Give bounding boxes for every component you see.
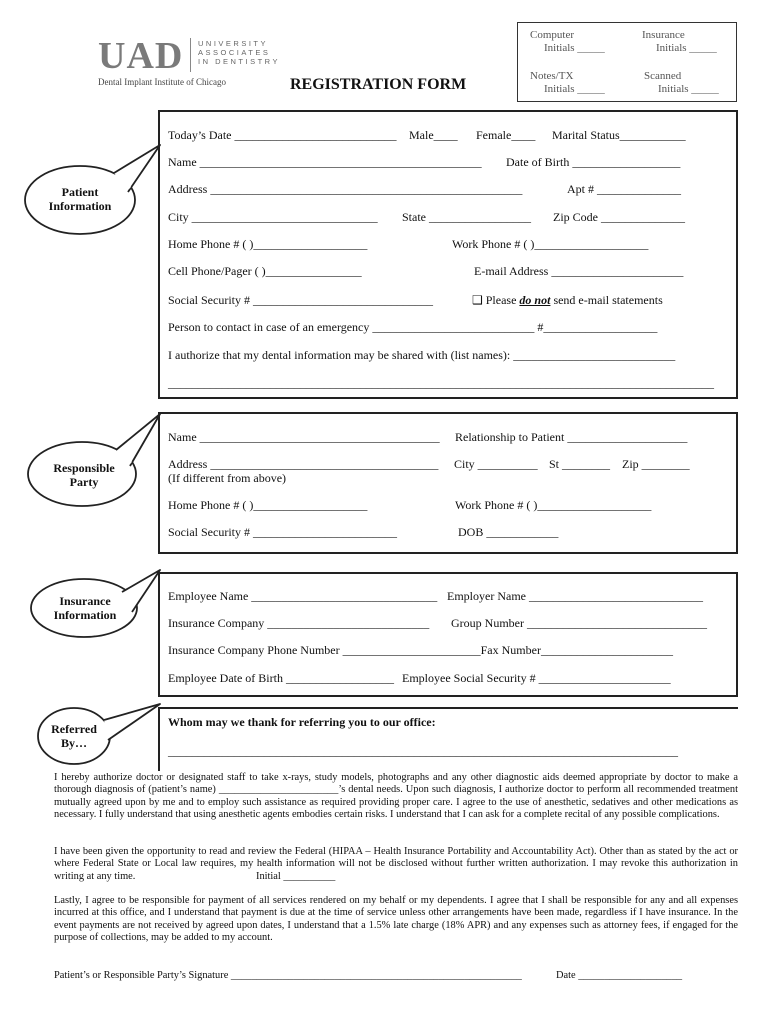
- patient-home-phone-field[interactable]: Home Phone # ( )___________________: [168, 237, 368, 251]
- responsible-dob-field[interactable]: DOB ____________: [458, 525, 559, 539]
- employee-dob-field[interactable]: Employee Date of Birth __________________: [168, 671, 394, 685]
- consent-paragraph: I hereby authorize doctor or designated staff to take x-rays, study models, photographs and any other diagnostic aids deemed appropriate by doctor to make a thorough diagnosis of (patient’s name) _______________________’s dental needs. Upon such diagnosis, I authorize doctor to perform all recommended treatment mutually agreed upon by me and to employ such assistance as required providing proper care. I agree to the use of anesthetic, sedatives and other medications as necessary. I fully understand that using anesthetic agents embodies certain risks. I understand that I can ask for a complete recital of any possible complications.: [54, 772, 738, 821]
- patient-dob-field[interactable]: Date of Birth __________________: [506, 155, 681, 169]
- responsible-city-field[interactable]: City __________: [454, 457, 538, 471]
- logo-divider: [190, 38, 191, 72]
- insurance-company-field[interactable]: Insurance Company ___________________________: [168, 616, 430, 630]
- email-optout-prefix: ❑ Please: [472, 293, 520, 307]
- office-computer-label: Computer: [530, 29, 574, 41]
- office-scanned-label: Scanned: [644, 70, 682, 82]
- responsible-home-phone-field[interactable]: Home Phone # ( )___________________: [168, 498, 368, 512]
- responsible-callout-label: Responsible Party: [53, 461, 115, 489]
- office-notes-label: Notes/TX: [530, 70, 574, 82]
- patient-work-phone-field[interactable]: Work Phone # ( )___________________: [452, 237, 649, 251]
- patient-callout-label: Patient Information: [48, 185, 112, 213]
- logo-tagline: Dental Implant Institute of Chicago: [98, 77, 226, 87]
- responsible-work-phone-field[interactable]: Work Phone # ( )___________________: [455, 498, 652, 512]
- responsible-address-field[interactable]: Address ______________________________________: [168, 457, 439, 471]
- email-optout-checkbox[interactable]: [472, 293, 663, 308]
- email-optout-suffix: send e-mail statements: [550, 293, 663, 307]
- employee-ssn-field[interactable]: Employee Social Security # ______________________: [402, 671, 671, 685]
- patient-email-field[interactable]: E-mail Address ______________________: [474, 264, 684, 278]
- logo-subtitle: UNIVERSITY ASSOCIATES IN DENTISTRY: [198, 39, 280, 66]
- patient-state-field[interactable]: State _________________: [402, 210, 531, 224]
- office-use-box: [517, 22, 737, 102]
- office-notes-initials[interactable]: Initials _____: [544, 83, 605, 95]
- office-insurance-label: Insurance: [642, 29, 685, 41]
- emergency-contact-field[interactable]: Person to contact in case of an emergency ___________________________ #___________________: [168, 320, 658, 334]
- marital-status-field[interactable]: Marital Status___________: [552, 128, 686, 142]
- office-insurance: [642, 29, 717, 55]
- office-insurance-initials[interactable]: Initials _____: [656, 42, 717, 54]
- patient-address-field[interactable]: Address ____________________________________________________: [168, 182, 523, 196]
- employee-name-field[interactable]: Employee Name _______________________________: [168, 589, 438, 603]
- hipaa-text: I have been given the opportunity to read and review the Federal (HIPAA – Health Insurance Portability and Accountability Act). Other than as stated by the act or where Federal State or Local law requires, my health information will not be disclosed without further written authorization. I may revoke this authorization in writing at any time.: [54, 846, 738, 882]
- logo-wordmark: UAD: [98, 35, 184, 77]
- responsible-address-note: (If different from above): [168, 471, 287, 485]
- responsible-relationship-field[interactable]: Relationship to Patient ____________________: [455, 430, 688, 444]
- responsible-zip-field[interactable]: Zip ________: [622, 457, 690, 471]
- authorize-share-extra-line[interactable]: ___________________________________________________________________________________________: [168, 376, 714, 390]
- female-field[interactable]: Female____: [476, 128, 536, 142]
- male-field[interactable]: Male____: [409, 128, 458, 142]
- patient-zip-field[interactable]: Zip Code ______________: [553, 210, 685, 224]
- patient-name-field[interactable]: Name _______________________________________________: [168, 155, 482, 169]
- hipaa-initial-field[interactable]: Initial __________: [255, 870, 336, 882]
- office-computer: [530, 29, 605, 55]
- office-scanned-initials[interactable]: Initials _____: [658, 83, 719, 95]
- office-scanned: [644, 70, 719, 96]
- office-notes: [530, 70, 605, 96]
- payment-paragraph: Lastly, I agree to be responsible for payment of all services rendered on my behalf or my dependents. I agree that I shall be responsible for any and all expenses incurred at this office, and I understand that payment is due at the time of service unless other arrangements have been made, regardless if I have insurance. In the event payments are not received by agreed upon dates, I understand that a 1.5% late charge (18% APR) and any expenses such as attorney fees, if engaged for the purpose of collections, may be added to my account.: [54, 895, 738, 944]
- authorize-share-field[interactable]: I authorize that my dental information may be shared with (list names): ___________________________: [168, 348, 676, 362]
- todays-date-field[interactable]: Today’s Date ___________________________: [168, 128, 397, 142]
- referral-question: Whom may we thank for referring you to our office:: [168, 715, 436, 729]
- responsible-ssn-field[interactable]: Social Security # ________________________: [168, 525, 397, 539]
- signature-field[interactable]: Patient’s or Responsible Party’s Signature ________________________________________________________: [54, 970, 522, 981]
- email-optout-emphasis: do not: [519, 293, 551, 307]
- patient-city-field[interactable]: City _______________________________: [168, 210, 378, 224]
- form-title: REGISTRATION FORM: [290, 76, 467, 93]
- referred-callout-label: Referred By…: [51, 722, 97, 750]
- referral-answer-line[interactable]: _____________________________________________________________________________________: [168, 744, 678, 758]
- patient-cell-phone-field[interactable]: Cell Phone/Pager ( )________________: [168, 264, 362, 278]
- hipaa-paragraph: [54, 846, 738, 883]
- patient-ssn-field[interactable]: Social Security # ______________________________: [168, 293, 433, 307]
- patient-apt-field[interactable]: Apt # ______________: [567, 182, 681, 196]
- insurance-phone-fax-field[interactable]: Insurance Company Phone Number _______________________Fax Number______________________: [168, 643, 673, 657]
- insurance-callout-label: Insurance Information: [53, 594, 117, 622]
- employer-name-field[interactable]: Employer Name _____________________________: [447, 589, 703, 603]
- responsible-name-field[interactable]: Name ________________________________________: [168, 430, 440, 444]
- group-number-field[interactable]: Group Number ______________________________: [451, 616, 707, 630]
- signature-date-field[interactable]: Date ____________________: [556, 970, 683, 981]
- office-computer-initials[interactable]: Initials _____: [544, 42, 605, 54]
- responsible-st-field[interactable]: St ________: [549, 457, 611, 471]
